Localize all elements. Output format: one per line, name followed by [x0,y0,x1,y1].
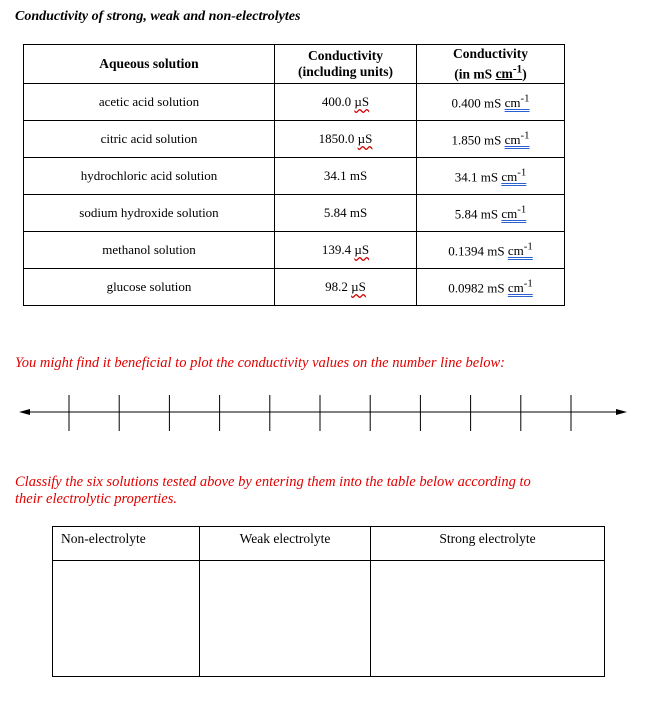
conductivity-value: 34.1 mS [275,158,417,195]
classify-prompt-line2: their electrolytic properties. [15,491,178,507]
number-line-prompt: You might find it beneficial to plot the conductivity values on the number line below: [15,355,505,371]
number-line-right-arrow [616,409,627,415]
conductivity-table [23,44,565,306]
conductivity-ms-unit: $cm^{-1}$ [504,92,530,111]
header-conductivity-ms [417,45,565,84]
conductivity-ms-value: 0.400 mS $cm^{-1}$ [417,84,565,121]
solution-name: acetic acid solution [24,84,275,121]
conductivity-unit: µS [351,279,366,294]
conductivity-value: 139.4 µS [275,232,417,269]
table-row [24,195,565,232]
conductivity-value: 5.84 mS [275,195,417,232]
conductivity-table-header [24,45,565,84]
header-weak-electrolyte: Weak electrolyte [200,527,371,561]
solution-name: hydrochloric acid solution [24,158,275,195]
header-conductivity-line2: (including units) [298,64,393,79]
conductivity-unit: µS [354,242,370,257]
header-aqueous-solution: Aqueous solution [24,45,275,84]
solution-name: citric acid solution [24,121,275,158]
conductivity-ms-value: 34.1 mS $cm^{-1}$ [417,158,565,195]
header-conductivity-ms-line1: Conductivity [452,45,528,61]
conductivity-value: 1850.0 µS [275,121,417,158]
conductivity-ms-unit: $cm^{-1}$ [504,129,530,148]
conductivity-value: 98.2 µS [275,269,417,306]
conductivity-ms-value: 1.850 mS $cm^{-1}$ [417,121,565,158]
table-row [24,84,565,121]
conductivity-ms-unit: $cm^{-1}$ [507,277,533,296]
table-row [24,121,565,158]
conductivity-unit: mS [349,205,368,220]
weak-electrolyte-entry-cell[interactable] [200,561,371,677]
number-line[interactable] [0,390,670,440]
classification-header-row [53,527,605,561]
header-strong-electrolyte: Strong electrolyte [371,527,605,561]
conductivity-ms-unit: $cm^{-1}$ [507,240,533,259]
page-title: Conductivity of strong, weak and non-electrolytes [15,9,301,24]
conductivity-ms-value: 0.0982 mS $cm^{-1}$ [417,269,565,306]
conductivity-unit: µS [354,94,370,109]
header-conductivity-ms-line2: (in mS $cm^{-1}$) [454,63,527,82]
header-conductivity-units [275,45,417,84]
table-row [24,158,565,195]
conductivity-unit: µS [357,131,373,146]
conductivity-ms-value: 5.84 mS $cm^{-1}$ [417,195,565,232]
classification-table [52,526,605,677]
classification-entry-row [53,561,605,677]
strong-electrolyte-entry-cell[interactable] [371,561,605,677]
conductivity-ms-unit: $cm^{-1}$ [501,203,527,222]
table-row [24,232,565,269]
classify-prompt-line1: Classify the six solutions tested above by entering them into the table below according to [15,474,531,490]
number-line-left-arrow [19,409,30,415]
conductivity-ms-value: 0.1394 mS $cm^{-1}$ [417,232,565,269]
table-row [24,269,565,306]
non-electrolyte-entry-cell[interactable] [53,561,200,677]
conductivity-value: 400.0 µS [275,84,417,121]
conductivity-ms-unit: $cm^{-1}$ [501,166,527,185]
header-conductivity-line1: Conductivity [307,48,383,63]
conductivity-unit: mS [349,168,368,183]
solution-name: glucose solution [24,269,275,306]
solution-name: methanol solution [24,232,275,269]
header-non-electrolyte: Non-electrolyte [53,527,200,561]
solution-name: sodium hydroxide solution [24,195,275,232]
